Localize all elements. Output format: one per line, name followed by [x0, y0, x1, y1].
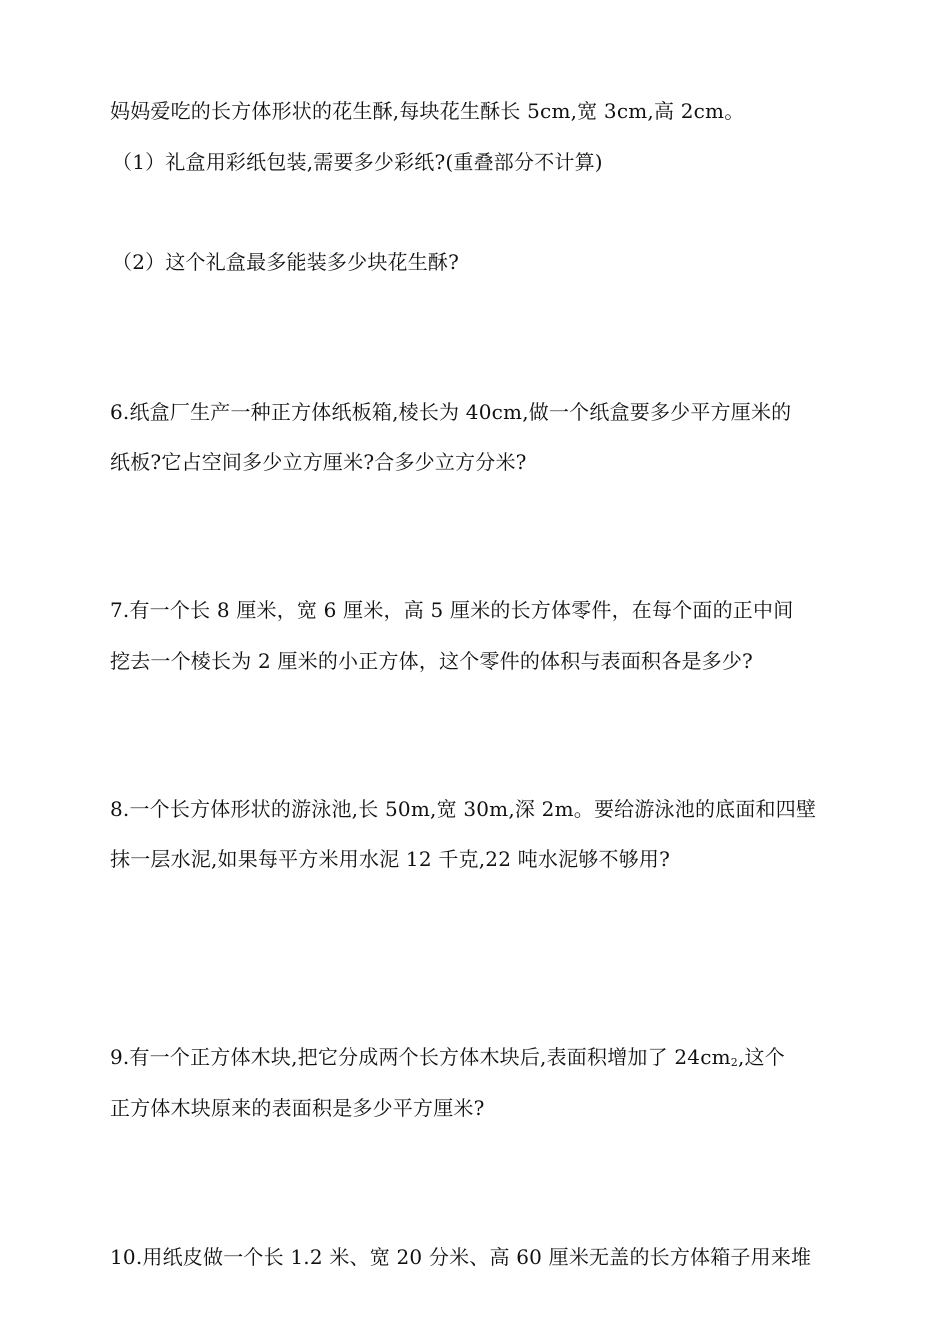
question-9-text-a: 9.有一个正方体木块,把它分成两个长方体木块后,表面积增加了 24cm — [110, 1045, 731, 1069]
question-6-line-2: 纸板?它占空间多少立方厘米?合多少立方分米? — [110, 450, 527, 474]
question-9-line-2: 正方体木块原来的表面积是多少平方厘米? — [110, 1096, 485, 1120]
question-9-text-b: ,这个 — [737, 1045, 785, 1069]
question-10-line-1: 10.用纸皮做一个长 1.2 米、宽 20 分米、高 60 厘米无盖的长方体箱子用来堆 — [110, 1245, 812, 1269]
question-8-line-2: 抹一层水泥,如果每平方米用水泥 12 千克,22 吨水泥够不够用? — [110, 847, 671, 871]
question-7-line-1: 7.有一个长 8 厘米，宽 6 厘米，高 5 厘米的长方体零件，在每个面的正中间 — [110, 598, 794, 622]
question-7-line-2: 挖去一个棱长为 2 厘米的小正方体，这个零件的体积与表面积各是多少? — [110, 649, 753, 673]
squared-superscript: 2 — [730, 1056, 738, 1069]
question-5-part-2: （2）这个礼盒最多能装多少块花生酥? — [112, 250, 460, 274]
question-9-line-1 — [110, 1043, 785, 1077]
question-6-line-1: 6.纸盒厂生产一种正方体纸板箱,棱长为 40cm,做一个纸盒要多少平方厘米的 — [110, 400, 792, 424]
question-5-part-1: （1）礼盒用彩纸包装,需要多少彩纸?(重叠部分不计算) — [112, 150, 603, 174]
problem-intro-text: 妈妈爱吃的长方体形状的花生酥,每块花生酥长 5cm,宽 3cm,高 2cm。 — [110, 99, 745, 123]
question-8-line-1: 8.一个长方体形状的游泳池,长 50m,宽 30m,深 2m。要给游泳池的底面和四壁 — [110, 797, 817, 821]
